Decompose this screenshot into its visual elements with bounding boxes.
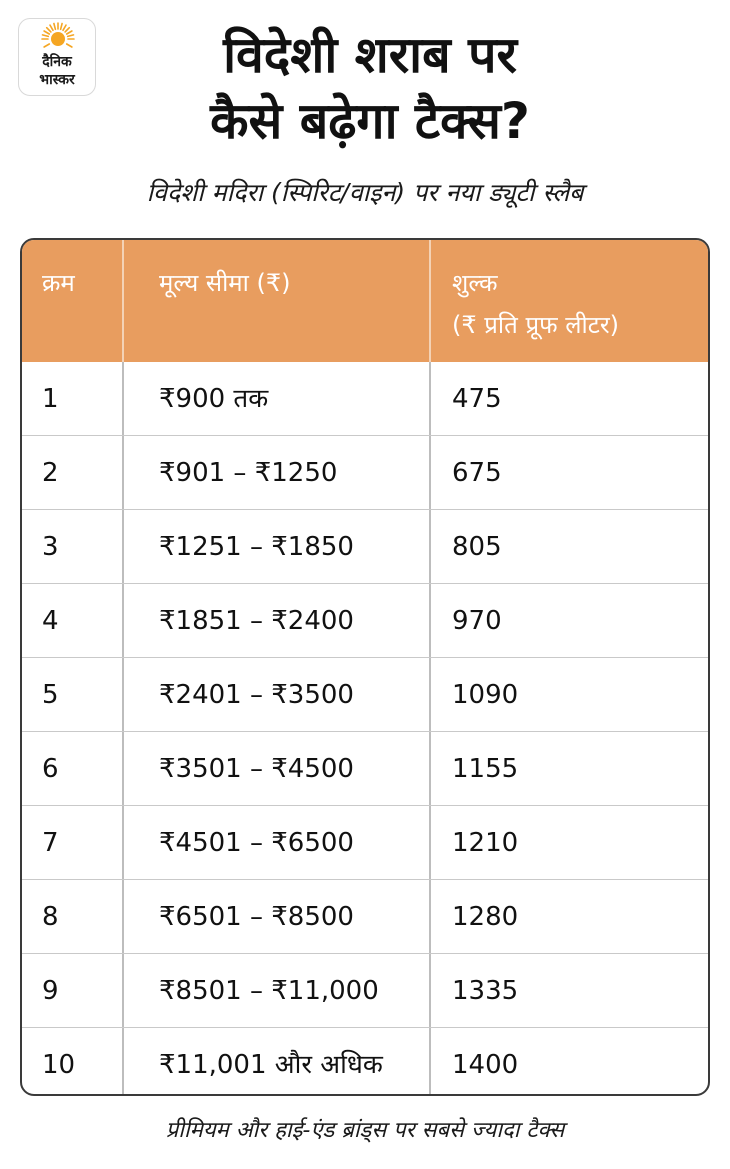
cell-serial: 9 xyxy=(42,976,59,1006)
cell-serial: 4 xyxy=(42,606,59,636)
sun-icon xyxy=(19,19,96,59)
cell-price-range: ₹901 – ₹1250 xyxy=(159,458,338,488)
column-header-serial: क्रम xyxy=(42,269,75,297)
cell-price-range: ₹11,001 और अधिक xyxy=(159,1050,383,1080)
table-row xyxy=(22,436,708,510)
brand-name-line2: भास्कर xyxy=(39,72,75,88)
table-row xyxy=(22,954,708,1028)
cell-duty: 1335 xyxy=(452,976,519,1006)
table-row xyxy=(22,806,708,880)
brand-logo xyxy=(18,18,96,96)
table-row xyxy=(22,880,708,954)
cell-duty: 475 xyxy=(452,384,502,414)
cell-duty: 1210 xyxy=(452,828,519,858)
title-line1: विदेशी शराब पर xyxy=(223,26,517,84)
cell-serial: 6 xyxy=(42,754,59,784)
table-row xyxy=(22,658,708,732)
column-header-duty: शुल्क (₹ प्रति प्रूफ लीटर) xyxy=(452,269,619,339)
cell-duty: 970 xyxy=(452,606,502,636)
header-divider xyxy=(122,240,124,362)
page-subtitle: विदेशी मदिरा (स्पिरिट/वाइन) पर नया ड्यूटी स्लैब xyxy=(146,178,584,207)
title-line2: कैसे बढ़ेगा टैक्स? xyxy=(210,92,530,150)
cell-price-range: ₹8501 – ₹11,000 xyxy=(159,976,379,1006)
table-row xyxy=(22,732,708,806)
duty-slab-table xyxy=(20,238,710,1096)
cell-serial: 2 xyxy=(42,458,59,488)
cell-serial: 3 xyxy=(42,532,59,562)
cell-price-range: ₹6501 – ₹8500 xyxy=(159,902,354,932)
cell-price-range: ₹900 तक xyxy=(159,384,269,414)
cell-price-range: ₹2401 – ₹3500 xyxy=(159,680,354,710)
cell-serial: 8 xyxy=(42,902,59,932)
cell-duty: 675 xyxy=(452,458,502,488)
cell-duty: 1155 xyxy=(452,754,519,784)
cell-serial: 10 xyxy=(42,1050,76,1080)
cell-price-range: ₹1851 – ₹2400 xyxy=(159,606,354,636)
table-row xyxy=(22,584,708,658)
cell-price-range: ₹3501 – ₹4500 xyxy=(159,754,354,784)
cell-duty: 1400 xyxy=(452,1050,519,1080)
cell-price-range: ₹4501 – ₹6500 xyxy=(159,828,354,858)
footer-note: प्रीमियम और हाई-एंड ब्रांड्स पर सबसे ज्यादा टैक्स xyxy=(165,1118,565,1143)
table-row xyxy=(22,510,708,584)
cell-serial: 7 xyxy=(42,828,59,858)
cell-price-range: ₹1251 – ₹1850 xyxy=(159,532,354,562)
cell-serial: 1 xyxy=(42,384,59,414)
table-header xyxy=(22,240,708,362)
header-divider xyxy=(429,240,431,362)
column-header-price-range: मूल्य सीमा (₹) xyxy=(159,269,291,297)
table-row xyxy=(22,1028,708,1096)
cell-serial: 5 xyxy=(42,680,59,710)
cell-duty: 805 xyxy=(452,532,502,562)
table-row xyxy=(22,362,708,436)
table-body xyxy=(22,362,708,1096)
page-title xyxy=(110,22,730,154)
cell-duty: 1090 xyxy=(452,680,519,710)
brand-name-line1: दैनिक xyxy=(42,54,72,70)
cell-duty: 1280 xyxy=(452,902,519,932)
